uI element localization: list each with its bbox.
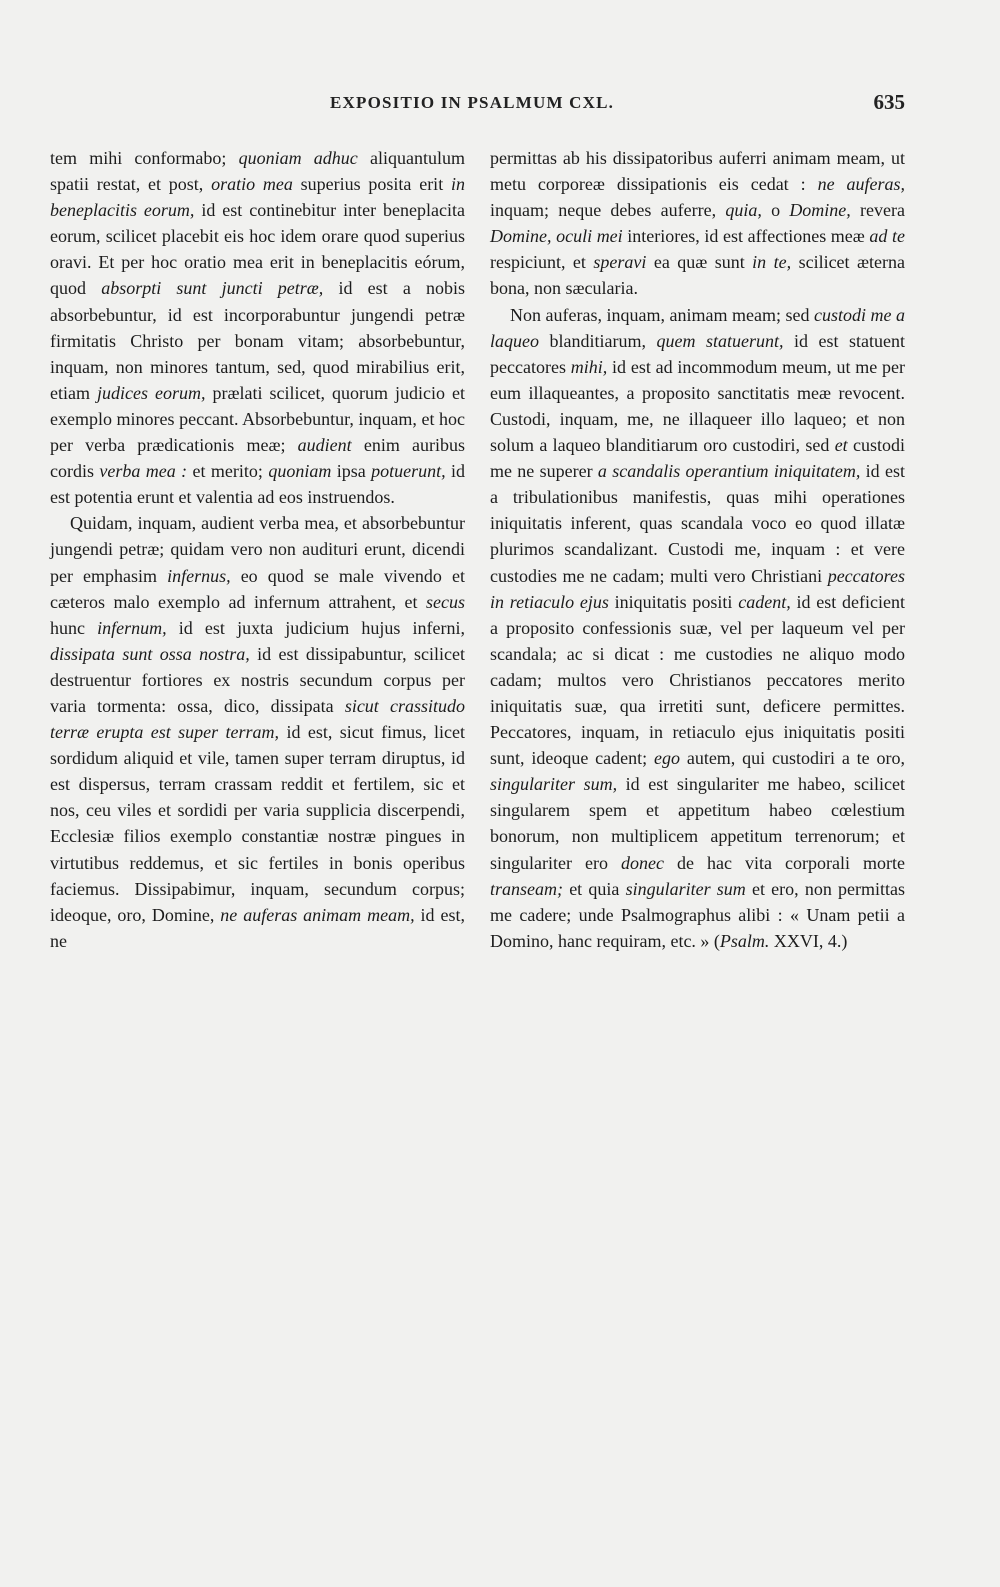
italic-text: absorpti sunt juncti petræ, xyxy=(101,278,324,299)
text-run: custodi me ne superer xyxy=(490,435,906,482)
text-run: id est dissipabuntur, scilicet destruentur fortiores ex nostris secundum corpus per varia tormenta: ossa, dico, dissipata xyxy=(50,643,465,716)
text-run: id est a tribulationibus manifestis, quas mihi operationes iniquitatis inferent, quas scandala voco eo quod illatæ plurimos scandalizant. Custodi me, inquam : et vere custodies me ne cadam; multi vero Christiani xyxy=(490,461,905,586)
italic-text: ad te xyxy=(869,226,906,247)
right-column xyxy=(490,145,905,954)
text-run: iniquitatis positi xyxy=(608,591,739,612)
text-run: aliquantulum spatii restat, et post, xyxy=(50,148,465,195)
paragraph xyxy=(50,145,465,510)
text-run: id est juxta judicium hujus inferni, xyxy=(166,617,465,638)
text-run: id est potentia erunt et valentia ad eos instruendos. xyxy=(50,461,465,508)
paragraph xyxy=(50,510,465,954)
text-run: id est singulariter me habeo, scilicet singularem spem et appetitum habeo cœlestium bonorum, non multiplicem appetitum terrenorum; et singulariter ero xyxy=(490,774,905,873)
running-title: EXPOSITIO IN PSALMUM CXL. xyxy=(330,93,615,112)
italic-text: Domine, oculi mei xyxy=(490,226,623,247)
text-run: et quia xyxy=(563,878,626,899)
italic-text: ego xyxy=(653,748,680,769)
text-run: et ero, non permittas me cadere; unde Psalmographus alibi : « Unam petii a Domino, hanc requiram, etc. » ( xyxy=(490,878,905,951)
italic-text: cadent, xyxy=(738,591,791,612)
page-header xyxy=(50,90,905,119)
page-number: 635 xyxy=(873,90,905,114)
italic-text: singulariter sum xyxy=(625,878,746,899)
italic-text: oratio mea xyxy=(211,174,293,195)
text-run: respiciunt, et xyxy=(490,252,594,273)
italic-text: peccatores in retiaculo ejus xyxy=(490,565,905,612)
text-run: hunc xyxy=(50,617,98,638)
italic-text: infernus, xyxy=(167,565,231,586)
text-run: de hac vita corporali morte xyxy=(663,852,905,873)
italic-text: Psalm. xyxy=(719,930,770,951)
text-run: ea quæ sunt xyxy=(646,252,753,273)
italic-text: quem statuerunt, xyxy=(656,330,784,351)
italic-text: transeam; xyxy=(490,878,563,899)
italic-text: judices eorum, xyxy=(97,382,206,403)
text-run: id est statuent peccatores xyxy=(490,330,905,377)
text-run: id est deficient a proposito confessionis suæ, vel per laqueum vel per scandala; ac si dicat : me custodies ne aliquo modo cadam; multos vero Christianos peccatores merito iniquitatis suæ, qua irretiti sunt, deficere permittes. Peccatores, inquam, in retiaculo ejus iniquitatis positi sunt, ideoque cadent; xyxy=(490,591,905,769)
paragraph xyxy=(490,302,905,954)
text-run: autem, qui custodiri a te oro, xyxy=(679,748,905,769)
text-run: inquam; neque debes auferre, xyxy=(490,200,726,221)
text-run: ipsa xyxy=(331,461,372,482)
italic-text: audient xyxy=(297,435,352,456)
text-run: o xyxy=(761,200,790,221)
text-run: et merito; xyxy=(187,461,269,482)
italic-text: sicut crassitudo terræ erupta est super terram, xyxy=(50,695,465,743)
italic-text: Domine, xyxy=(789,200,851,221)
text-run: tem mihi conformabo; xyxy=(50,148,239,168)
italic-text: secus xyxy=(426,591,465,612)
text-run: enim auribus cordis xyxy=(50,435,465,482)
left-column xyxy=(50,145,465,954)
italic-text: potuerunt, xyxy=(371,461,446,482)
italic-text: ne auferas animam meam, xyxy=(220,904,415,925)
italic-text: a scandalis operantium iniquitatem, xyxy=(597,461,861,482)
text-run: id est continebitur inter beneplacita eorum, scilicet placebit eis hoc idem orare quod superius oravi. Et per hoc oratio mea erit in beneplacitis eórum, quod xyxy=(50,200,465,299)
text-run: interiores, id est affectiones meæ xyxy=(622,226,870,247)
italic-text: speravi xyxy=(593,252,647,273)
italic-text: quoniam adhuc xyxy=(238,148,358,168)
italic-text: verba mea : xyxy=(99,461,188,482)
text-run: blanditiarum, xyxy=(539,330,657,351)
text-run: prælati scilicet, quorum judicio et exemplo minores peccant. Absorbebuntur, inquam, et hoc per verba prædicationis meæ; xyxy=(50,382,466,456)
paragraph xyxy=(490,145,905,302)
italic-text: et xyxy=(834,435,848,456)
italic-text: in te, xyxy=(752,252,792,273)
italic-text: in beneplacitis eorum, xyxy=(50,174,465,221)
italic-text: donec xyxy=(621,852,664,873)
italic-text: ne auferas, xyxy=(817,174,905,195)
text-run: revera xyxy=(850,200,905,221)
italic-text: quia, xyxy=(725,200,762,221)
italic-text: mihi, xyxy=(570,356,608,377)
text-run: scilicet æterna bona, non sæcularia. xyxy=(490,252,905,299)
italic-text: quoniam xyxy=(268,461,332,482)
text-run: id est ad incommodum meum, ut me per eum illaqueantes, a proposito sanctitatis meæ revocent. Custodi, inquam, me, ne illaqueer illo laqueo; et non solum a laqueo blanditiarum oro custodiri, sed xyxy=(490,356,905,456)
text-run: eo quod se male vivendo et cæteros malo exemplo ad infernum attrahent, et xyxy=(50,565,465,612)
text-run: Quidam, inquam, audient verba mea, et absorbebuntur jungendi petræ; quidam vero non audituri erunt, dicendi per emphasim xyxy=(50,513,465,586)
text-run: id est, sicut fimus, licet sordidum aliquid et vile, tamen super terram diruptus, id est dispersus, terram crassam reddit et fertilem, sic et nos, ceu viles et sordidi per varia supplicia discerpendi, Ecclesiæ filios exemplo constantiæ nostræ pingues in virtutibus reddemus, et sic fertiles in bonis operibus faciemus. Dissipabimur, inquam, secundum corpus; ideoque, oro, Domine, xyxy=(50,722,465,925)
text-run: permittas ab his dissipatoribus auferri animam meam, ut metu corporeæ dissipationis eis cedat : xyxy=(490,148,905,195)
text-run: id est, ne xyxy=(50,904,465,951)
text-run: Non auferas, inquam, animam meam; sed xyxy=(510,304,814,325)
text-run: id est a nobis absorbebuntur, id est incorporabuntur jungendi petræ firmitatis Christo per bonam vitam; absorbebuntur, inquam, non minores tantum, sed, quod mirabilius erit, etiam xyxy=(50,278,465,403)
italic-text: infernum, xyxy=(97,617,167,638)
italic-text: custodi me a laqueo xyxy=(490,304,905,351)
text-run: superius posita erit xyxy=(292,174,451,195)
italic-text: dissipata sunt ossa nostra, xyxy=(50,643,250,664)
text-run: XXVI, 4.) xyxy=(769,930,848,951)
italic-text: singulariter sum, xyxy=(490,774,618,795)
